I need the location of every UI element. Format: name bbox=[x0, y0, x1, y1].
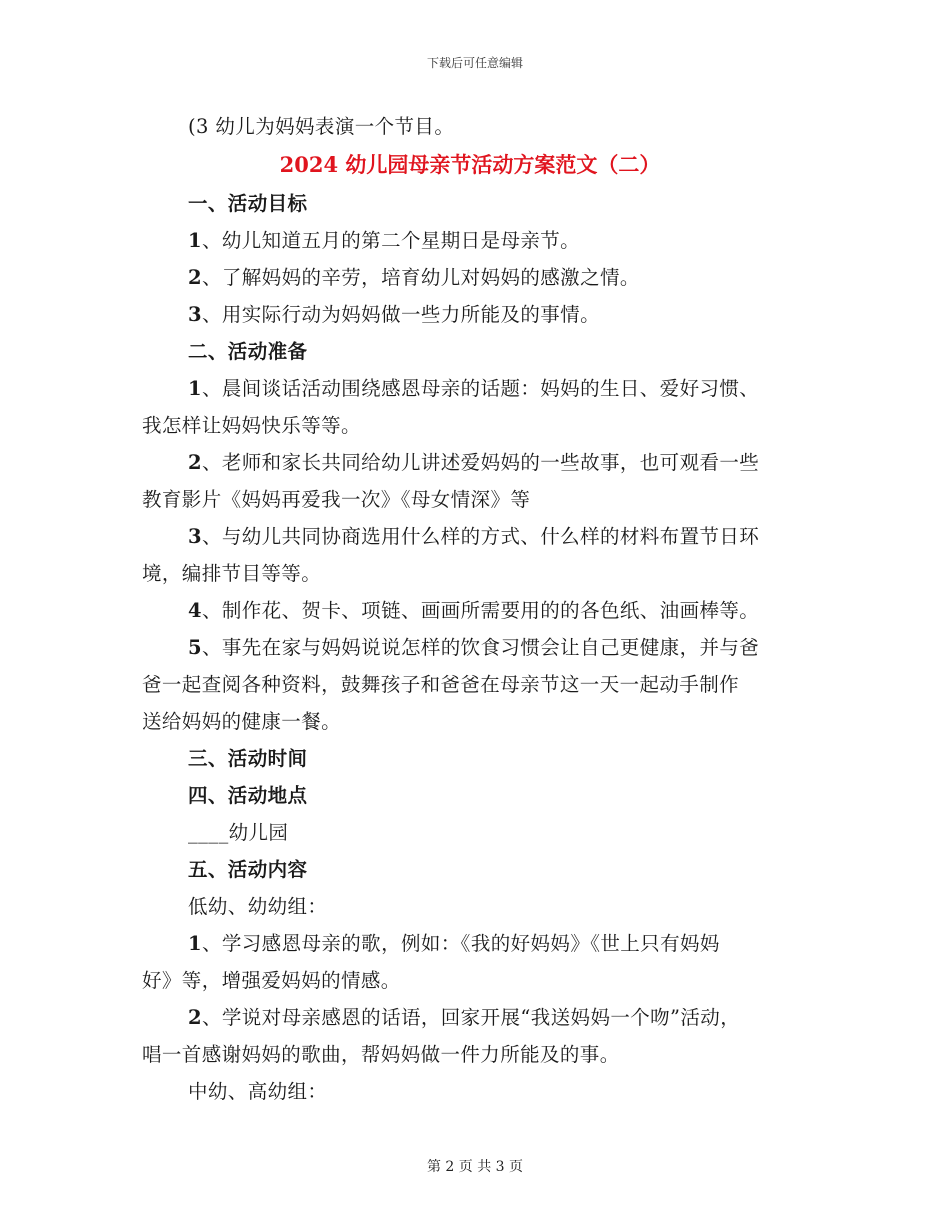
group-label-low: 低幼、幼幼组： bbox=[188, 895, 328, 918]
document-body bbox=[142, 108, 808, 1110]
prep-item: 4、制作花、贺卡、项链、画画所需要用的的各色纸、油画棒等。 bbox=[188, 599, 760, 622]
prep-item-continuation: 我怎样让妈妈快乐等等。 bbox=[142, 414, 361, 437]
goal-item: 3、用实际行动为妈妈做一些力所能及的事情。 bbox=[188, 303, 600, 326]
goal-item: 2、了解妈妈的辛劳，培育幼儿对妈妈的感激之情。 bbox=[188, 266, 640, 289]
content-item: 1、学习感恩母亲的歌，例如：《我的好妈妈》《世上只有妈妈 bbox=[188, 932, 720, 955]
prep-item-continuation: 境，编排节目等等。 bbox=[142, 562, 322, 585]
content-item-continuation: 好》等，增强爱妈妈的情感。 bbox=[142, 969, 401, 992]
section-heading-time: 三、活动时间 bbox=[188, 747, 308, 770]
header-note: 下载后可任意编辑 bbox=[426, 56, 523, 70]
prep-item-continuation: 送给妈妈的健康一餐。 bbox=[142, 710, 342, 733]
content-item-continuation: 唱一首感谢妈妈的歌曲，帮妈妈做一件力所能及的事。 bbox=[142, 1043, 620, 1066]
page-number: 第 2 页 共 3 页 bbox=[426, 1159, 524, 1175]
section-heading-preparation: 二、活动准备 bbox=[188, 340, 308, 363]
prep-item: 3、与幼儿共同协商选用什么样的方式、什么样的材料布置节日环 bbox=[188, 525, 760, 548]
document-title: 2024 幼儿园母亲节活动方案范文（二） bbox=[279, 152, 661, 177]
goal-item: 1、幼儿知道五月的第二个星期日是母亲节。 bbox=[188, 229, 581, 252]
prep-item-continuation: 教育影片《妈妈再爱我一次》《母女情深》等 bbox=[142, 488, 531, 511]
prep-item-continuation: 爸一起查阅各种资料，鼓舞孩子和爸爸在母亲节这一天一起动手制作 bbox=[142, 673, 740, 696]
section-heading-goals: 一、活动目标 bbox=[188, 192, 308, 215]
section-heading-place: 四、活动地点 bbox=[188, 784, 308, 807]
prep-item: 1、晨间谈话活动围绕感恩母亲的话题：妈妈的生日、爱好习惯、 bbox=[188, 377, 760, 400]
section-heading-content: 五、活动内容 bbox=[188, 858, 308, 881]
prep-item: 5、事先在家与妈妈说说怎样的饮食习惯会让自己更健康，并与爸 bbox=[188, 636, 760, 659]
group-label-mid: 中幼、高幼组： bbox=[188, 1080, 328, 1103]
prep-item: 2、老师和家长共同给幼儿讲述爱妈妈的一些故事，也可观看一些 bbox=[188, 451, 760, 474]
place-text: ____幼儿园 bbox=[188, 821, 289, 844]
content-item: 2、学说对母亲感恩的话语，回家开展“我送妈妈一个吻”活动， bbox=[188, 1006, 741, 1029]
previous-section-line: (3 幼儿为妈妈表演一个节目。 bbox=[188, 115, 455, 138]
